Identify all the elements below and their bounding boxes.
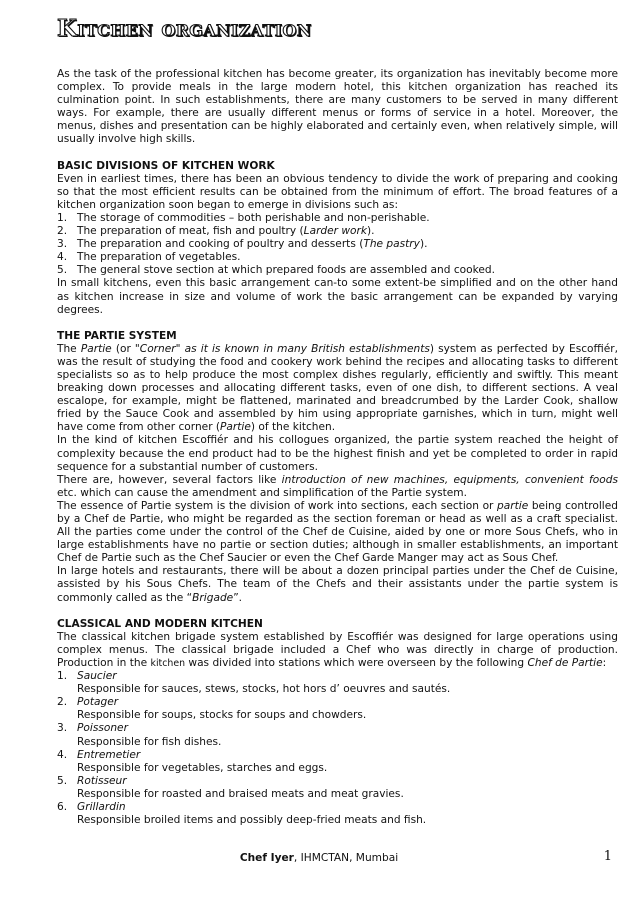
list-text: The preparation of vegetables. (77, 251, 241, 264)
classical-paragraph: The classical kitchen brigade system established by Escoffiér was designed for large operations using complex menus. The classical brigade included a Chef who was directly in charge of production. Production in the kitchen was divided into stations which were overseen by the following Chef de Partie: (57, 630, 618, 669)
list-item: 4. Entremetier Responsible for vegetables, starches and eggs. (57, 749, 618, 775)
basic-list (57, 212, 618, 277)
page-number: 1 (603, 849, 612, 864)
station-description: Responsible broiled items and possibly deep-fried meats and fish. (77, 814, 427, 827)
station-name: Saucier (77, 670, 117, 683)
footer-author: Chef Iyer (239, 852, 294, 864)
station-name: Rotisseur (77, 774, 127, 787)
station-name: Grillardin (77, 800, 126, 813)
intro-paragraph: As the task of the professional kitchen has become greater, its organization has inevitably become more complex. To provide meals in the large modern hotel, this kitchen organization has reached its culmination point. In such establishments, there are many customers to be served in many different ways. For example, there are usually different menus or forms of service in a hotel. Moreover, the menus, dishes and presentation can be highly elaborated and certainly even, when relatively simple, will usually involve high skills. (57, 68, 618, 146)
station-description: Responsible for soups, stocks for soups and chowders. (77, 709, 367, 722)
list-item: 6. Grillardin Responsible broiled items and possibly deep-fried meats and fish. (57, 801, 618, 827)
list-number: 4. (57, 251, 68, 264)
list-text: The storage of commodities – both perishable and non-perishable. (77, 211, 430, 224)
list-item: 3. Poissoner Responsible for fish dishes. (57, 722, 618, 748)
list-item (57, 238, 618, 251)
station-description: Responsible for vegetables, starches and eggs. (77, 761, 328, 774)
station-description: Responsible for sauces, stews, stocks, hot hors d’ oeuvres and sautés. (77, 683, 451, 696)
document-body (57, 68, 618, 827)
section-heading-basic: BASIC DIVISIONS OF KITCHEN WORK (57, 159, 275, 172)
partie-paragraph-2: In the kind of kitchen Escoffiér and his collogues organized, the partie system reached the height of complexity because the end product had to be the highest finish and yet be completed to order in rapid sequence for a substantial number of customers. (57, 434, 618, 473)
list-item (57, 264, 618, 277)
list-item: 1. Saucier Responsible for sauces, stews, stocks, hot hors d’ oeuvres and sautés. (57, 670, 618, 696)
list-text: The preparation and cooking of poultry and desserts ( (77, 238, 364, 251)
list-text: The preparation of meat, fish and poultry ( (77, 225, 304, 238)
list-note: The pastry (363, 238, 420, 251)
footer-affiliation: , IHMCTAN, Mumbai (293, 852, 399, 864)
list-number: 5. (57, 264, 68, 277)
partie-paragraph-4: The essence of Partie system is the division of work into sections, each section or partie being controlled by a Chef de Partie, who might be regarded as the section foreman or head as well as a craft specialist. All the parties come under the control of the Chef de Cuisine, aided by one or more Sous Chefs, who in large establishments have no partie or section duties; although in smaller establishments, an important Chef de Partie such as the Chef Saucier or even the Chef Garde Manger may act as Sous Chef. (57, 499, 618, 565)
station-name: Potager (77, 696, 119, 709)
section-heading-classical: CLASSICAL AND MODERN KITCHEN (57, 617, 263, 630)
section-heading-partie: THE PARTIE SYSTEM (57, 329, 177, 342)
list-item: 2. Potager Responsible for soups, stocks for soups and chowders. (57, 696, 618, 722)
page-title: Kitchen organization (57, 15, 312, 42)
partie-paragraph-3: There are, however, several factors like introduction of new machines, equipments, convenient foods etc. which can cause the amendment and simplification of the Partie system. (57, 473, 618, 499)
list-item (57, 251, 618, 264)
list-text: The general stove section at which prepared foods are assembled and cooked. (77, 264, 495, 277)
partie-paragraph-1: The Partie (or "Corner" as it is known in many British establishments) system as perfected by Escoffiér, was the result of studying the food and cookery work behind the recipes and allocating tasks to different specialists so as to help produce the most complex dishes regularly, efficiently and swiftly. This meant breaking down processes and allocating different tasks, even of one dish, to different sections. A veal escalope, for example, might be flattened, marinated and breadcrumbed by the Larder Cook, shallow fried by the Sauce Cook and assembled by him using appropriate garnishes, which in turn, might well have come from other corner (Partie) of the kitchen. (57, 342, 619, 434)
list-number: 3. (57, 238, 68, 251)
page-footer (0, 849, 638, 865)
station-name: Poissoner (77, 722, 128, 735)
list-text-after: ). (419, 238, 428, 251)
basic-closing-paragraph: In small kitchens, even this basic arrangement can-to some extent-be simplified and on the other hand as kitchen increase in size and volume of work the basic arrangement can be expanded by varying degrees. (57, 277, 618, 316)
list-text-after: ). (367, 225, 375, 238)
station-list (57, 670, 618, 827)
station-description: Responsible for fish dishes. (77, 735, 222, 748)
list-number: 1. (57, 211, 68, 224)
station-name: Entremetier (77, 748, 141, 761)
station-description: Responsible for roasted and braised meats and meat gravies. (77, 787, 404, 800)
list-item (57, 212, 618, 225)
basic-paragraph: Even in earliest times, there has been an obvious tendency to divide the work of preparing and cooking so that the most efficient results can be obtained from the minimum of effort. The broad features of a kitchen organization soon began to emerge in divisions such as: (57, 172, 618, 211)
list-item (57, 225, 618, 238)
partie-paragraph-5: In large hotels and restaurants, there will be about a dozen principal parties under the Chef de Cuisine, assisted by his Sous Chefs. The team of the Chefs and their assistants under the partie system is commonly called as the “Brigade”. (57, 565, 618, 604)
list-number: 2. (57, 225, 68, 238)
list-item: 5. Rotisseur Responsible for roasted and braised meats and meat gravies. (57, 775, 618, 801)
list-note: Larder work (303, 225, 368, 238)
